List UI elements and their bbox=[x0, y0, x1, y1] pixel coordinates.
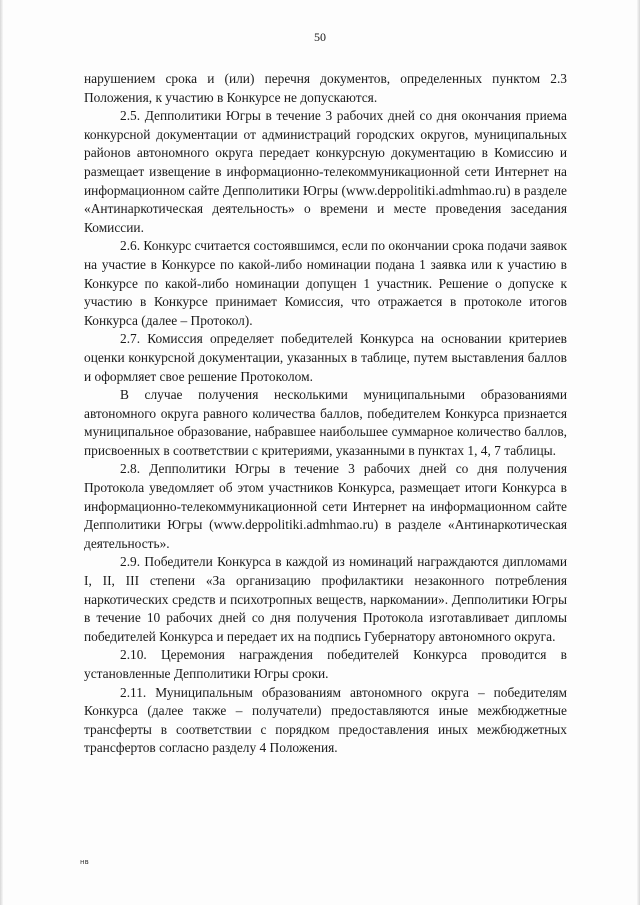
paragraph-2-10: 2.10. Церемония награждения победителей Конкурса проводится в установленные Депполитики Югры сроки. bbox=[84, 647, 567, 681]
paragraph-2-9: 2.9. Победители Конкурса в каждой из номинаций награждаются дипломами I, II, III степени «За организацию профилактики незаконного потребления наркотических средств и психотропных веществ, наркомании». Депполитики Югры в течение 10 рабочих дней со дня получения Протокола изготавливает дипломы победителей Конкурса и передает их на подпись Губернатору автономного округа. bbox=[84, 554, 567, 644]
scan-edge-left bbox=[0, 0, 3, 905]
paragraph-tie-rule: В случае получения несколькими муниципальными образованиями автономного округа равного количества баллов, победителем Конкурса признается муниципальное образование, набравшее наибольшее суммарное количество баллов, присвоенных в соответствии с критериями, указанными в пунктах 1, 4, 7 таблицы. bbox=[84, 387, 567, 458]
paragraph-2-11: 2.11. Муниципальным образованиям автономного округа – победителям Конкурса (далее также – получатели) предоставляются иные межбюджетные трансферты в соответствии с порядком предоставления иных межбюджетных трансфертов согласно разделу 4 Положения. bbox=[84, 684, 567, 756]
footer-mark: нв bbox=[80, 858, 89, 866]
page-number: 50 bbox=[314, 30, 326, 44]
paragraph-2-5: 2.5. Депполитики Югры в течение 3 рабочих дней со дня окончания приема конкурсной документации от администраций городских округов, муниципальных районов автономного округа передает конкурсную документацию в Комиссию и размещает извещение в информационно-телекоммуникационной сети Интернет на информационном сайте Депполитики Югры (www.deppolitiki.admhmao.ru) в разделе «Антинаркотическая деятельность» о времени и месте проведения заседания Комиссии. bbox=[84, 108, 567, 235]
paragraph-2-7: 2.7. Комиссия определяет победителей Конкурса на основании критериев оценки конкурсной документации, указанных в таблице, путем выставления баллов и оформляет свое решение Протоколом. bbox=[84, 331, 567, 384]
paragraph-2-8: 2.8. Депполитики Югры в течение 3 рабочих дней со дня получения Протокола уведомляет об этом участников Конкурса, размещает итоги Конкурса в информационно-телекоммуникационной сети Интернет на информационном сайте Депполитики Югры (www.deppolitiki.admhmao.ru) в разделе «Антинаркотическая деятельность». bbox=[84, 461, 567, 551]
paragraph-2-6: 2.6. Конкурс считается состоявшимся, если по окончании срока подачи заявок на участие в Конкурсе по какой-либо номинации подана 1 заявка или к участию в Конкурсе по какой-либо номинации допущен 1 участник. Решение о допуске к участию в Конкурсе принимает Комиссия, что отражается в протоколе итогов Конкурса (далее – Протокол). bbox=[84, 238, 567, 328]
paragraph-continuation: нарушением срока и (или) перечня документов, определенных пунктом 2.3 Положения, к участию в Конкурсе не допускаются. bbox=[84, 71, 567, 105]
document-body bbox=[84, 70, 567, 758]
